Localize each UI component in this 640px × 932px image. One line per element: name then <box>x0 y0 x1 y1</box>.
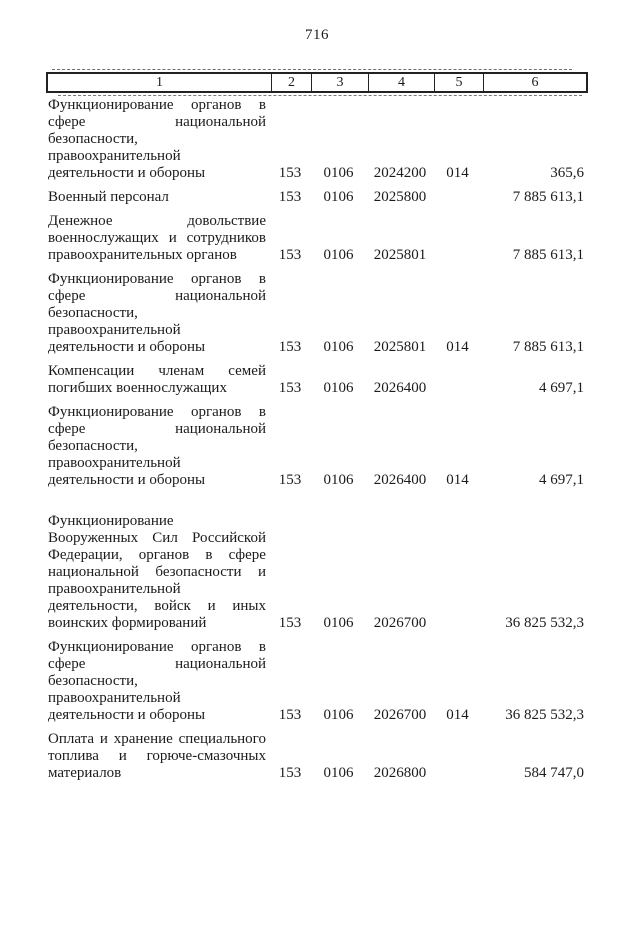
cell-target-item-code: 2026400 <box>373 472 427 488</box>
page-number: 716 <box>305 27 329 43</box>
cell-chapter-code: 153 <box>278 247 302 263</box>
cell-amount: 7 885 613,1 <box>512 189 584 205</box>
cell-amount: 7 885 613,1 <box>512 339 584 355</box>
document-page <box>0 27 640 932</box>
cell-chapter-code: 153 <box>278 765 302 781</box>
col-header-5: 5 <box>435 74 484 91</box>
cell-chapter-code: 153 <box>278 615 302 631</box>
cell-amount: 4 697,1 <box>539 380 584 396</box>
cell-chapter-code: 153 <box>278 189 302 205</box>
budget-table <box>46 72 588 782</box>
table-row <box>46 213 588 264</box>
cell-chapter-code: 153 <box>278 339 302 355</box>
cell-target-item-code: 2025801 <box>373 339 427 355</box>
table-row <box>46 513 588 632</box>
cell-amount: 584 747,0 <box>524 765 584 781</box>
cell-section-code: 0106 <box>323 247 354 263</box>
cell-item-name: Компенсации членам семей погибших военнослужащих <box>48 363 266 396</box>
cell-item-name: Функционирование органов в сфере национальной безопасности, правоохранительной деятельности и обороны <box>48 404 266 488</box>
col-header-3: 3 <box>312 74 369 91</box>
cell-section-code: 0106 <box>323 765 354 781</box>
cell-target-item-code: 2026700 <box>373 615 427 631</box>
table-row <box>46 363 588 397</box>
cell-target-item-code: 2025800 <box>373 189 427 205</box>
cell-item-name: Денежное довольствие военнослужащих и сотрудников правоохранительных органов <box>48 213 266 263</box>
table-body <box>46 97 588 782</box>
cell-amount: 36 825 532,3 <box>505 615 584 631</box>
table-row <box>46 97 588 182</box>
table-row <box>46 271 588 356</box>
cell-expense-type-code: 014 <box>446 165 469 181</box>
cell-item-name: Функционирование органов в сфере национальной безопасности, правоохранительной деятельности и обороны <box>48 639 266 723</box>
cell-target-item-code: 2024200 <box>373 165 427 181</box>
cell-section-code: 0106 <box>323 707 354 723</box>
cell-item-name: Военный персонал <box>48 189 169 205</box>
cell-section-code: 0106 <box>323 380 354 396</box>
cell-section-code: 0106 <box>323 472 354 488</box>
cell-item-name: Оплата и хранение специального топлива и горюче-смазочных материалов <box>48 731 266 781</box>
cell-amount: 36 825 532,3 <box>505 707 584 723</box>
cell-target-item-code: 2026800 <box>373 765 427 781</box>
table-row <box>46 404 588 489</box>
cell-expense-type-code: 014 <box>446 707 469 723</box>
cell-expense-type-code: 014 <box>446 339 469 355</box>
cell-amount: 365,6 <box>550 165 584 181</box>
table-row <box>46 189 588 206</box>
cell-section-code: 0106 <box>323 165 354 181</box>
cell-item-name: Функционирование органов в сфере национальной безопасности, правоохранительной деятельности и обороны <box>48 97 266 181</box>
cell-item-name: Функционирование органов в сфере национальной безопасности, правоохранительной деятельности и обороны <box>48 271 266 355</box>
col-header-4: 4 <box>369 74 435 91</box>
col-header-2: 2 <box>272 74 312 91</box>
cell-amount: 7 885 613,1 <box>512 247 584 263</box>
cell-chapter-code: 153 <box>278 707 302 723</box>
cell-chapter-code: 153 <box>278 380 302 396</box>
cell-section-code: 0106 <box>323 339 354 355</box>
cell-target-item-code: 2026700 <box>373 707 427 723</box>
table-row <box>46 731 588 782</box>
cell-chapter-code: 153 <box>278 165 302 181</box>
cell-section-code: 0106 <box>323 615 354 631</box>
cell-item-name: Функционирование Вооруженных Сил Российской Федерации, органов в сфере национальной безопасности и правоохранительной деятельности, войск и иных воинских формирований <box>48 513 266 631</box>
cell-expense-type-code: 014 <box>446 472 469 488</box>
col-header-1: 1 <box>48 74 272 91</box>
cell-amount: 4 697,1 <box>539 472 584 488</box>
col-header-6: 6 <box>531 74 539 90</box>
cell-section-code: 0106 <box>323 189 354 205</box>
cell-chapter-code: 153 <box>278 472 302 488</box>
cell-target-item-code: 2025801 <box>373 247 427 263</box>
table-header-row <box>46 72 588 93</box>
table-row <box>46 639 588 724</box>
cell-target-item-code: 2026400 <box>373 380 427 396</box>
